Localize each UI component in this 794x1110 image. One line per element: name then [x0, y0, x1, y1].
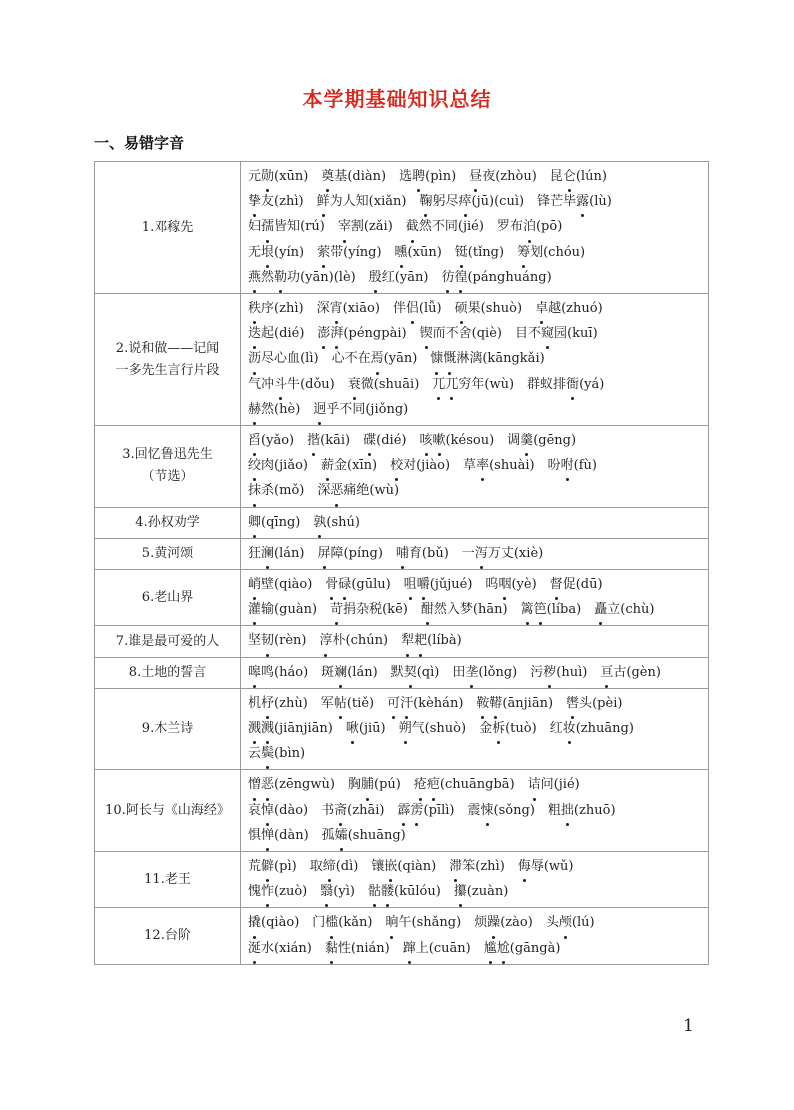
lesson-title: 6.老山界 — [141, 589, 194, 605]
vocab-word: 截然不同(jié) — [406, 219, 484, 234]
vocab-word: 书斋(zhāi) — [321, 803, 384, 818]
word-list-cell — [241, 426, 709, 508]
vocab-word: 迥乎不同(jiǒng) — [313, 402, 408, 417]
vocab-word: 金柝(tuò) — [479, 721, 537, 736]
vocab-word: 骷髅(kūlóu) — [368, 884, 441, 899]
lesson-title: 8.土地的誓言 — [128, 664, 207, 680]
lesson-title: 12.台阶 — [144, 928, 191, 944]
vocab-word: 气冲斗牛(dǒu) — [248, 377, 335, 392]
vocab-word: 默契(qì) — [391, 665, 440, 680]
vocab-word: 孤孀(shuāng) — [322, 828, 406, 843]
vocab-word: 孰(shú) — [313, 515, 360, 530]
vocab-word: 深恶痛绝(wù) — [317, 483, 399, 498]
word-line — [248, 541, 708, 566]
vocab-word: 撬(qiào) — [248, 915, 299, 930]
lesson-title-cell — [95, 852, 241, 908]
word-line — [248, 478, 708, 503]
vocab-word: 机杼(zhù) — [248, 696, 308, 711]
word-list-cell — [241, 538, 709, 569]
word-line — [248, 741, 708, 766]
vocab-word: 绞肉(jiǎo) — [248, 458, 308, 473]
table-row — [95, 908, 709, 964]
vocab-word: 镶嵌(qiàn) — [371, 859, 436, 874]
table-row — [95, 570, 709, 626]
word-list-cell — [241, 162, 709, 294]
vocab-word: 哀悼(dào) — [248, 803, 308, 818]
table-row — [95, 852, 709, 908]
vocab-word: 嗥鸣(háo) — [248, 665, 308, 680]
word-line — [248, 346, 708, 371]
vocab-word: 攥(zuàn) — [454, 884, 509, 899]
word-list-cell — [241, 908, 709, 964]
vocab-word: 朔气(shuò) — [399, 721, 466, 736]
pronunciation-table — [94, 161, 709, 965]
vocab-word: 憎恶(zēngwù) — [248, 777, 335, 792]
vocab-word: 督促(dū) — [550, 577, 603, 592]
table-row — [95, 770, 709, 852]
vocab-word: 咳嗽(késou) — [420, 433, 495, 448]
lesson-title: 1.邓稼先 — [141, 219, 194, 235]
vocab-word: 侮辱(wǔ) — [518, 859, 574, 874]
table-row — [95, 507, 709, 538]
vocab-word: 亘古(gèn) — [600, 665, 661, 680]
word-line — [248, 879, 708, 904]
vocab-word: 头颅(lú) — [546, 915, 595, 930]
word-line — [248, 397, 708, 422]
vocab-word: 军帖(tiě) — [321, 696, 374, 711]
vocab-word: 抹杀(mǒ) — [248, 483, 304, 498]
lesson-title-cell — [95, 426, 241, 508]
word-line — [248, 628, 708, 653]
word-line — [248, 372, 708, 397]
lesson-title-cell — [95, 507, 241, 538]
vocab-word: 薪金(xīn) — [321, 458, 377, 473]
vocab-word: 晌午(shǎng) — [385, 915, 461, 930]
word-line — [248, 823, 708, 848]
vocab-word: 鞠躬尽瘁(jū)(cuì) — [419, 194, 524, 209]
vocab-word: 震悚(sǒng) — [468, 803, 535, 818]
vocab-word: 呜咽(yè) — [485, 577, 536, 592]
vocab-word: 溅溅(jiānjiān) — [248, 721, 333, 736]
vocab-word: 黏性(nián) — [325, 941, 390, 956]
table-row — [95, 162, 709, 294]
vocab-word: 奠基(diàn) — [321, 169, 386, 184]
vocab-word: 苛捐杂税(kē) — [330, 602, 408, 617]
vocab-word: 揩(kāi) — [307, 433, 350, 448]
word-list-cell — [241, 570, 709, 626]
vocab-word: 酣然入梦(hān) — [421, 602, 508, 617]
lesson-title-cell — [95, 770, 241, 852]
word-line — [248, 660, 708, 685]
word-line — [248, 597, 708, 622]
lesson-title: 10.阿长与《山海经》 — [105, 802, 230, 818]
vocab-word: 鞍鞯(ānjiān) — [476, 696, 553, 711]
vocab-word: 荒僻(pì) — [248, 859, 297, 874]
table-row — [95, 426, 709, 508]
vocab-word: 兀兀穷年(wù) — [432, 377, 514, 392]
word-list-cell — [241, 626, 709, 657]
vocab-word: 妇孺皆知(rú) — [248, 219, 325, 234]
vocab-word: 校对(jiào) — [390, 458, 450, 473]
vocab-word: 哺育(bǔ) — [396, 546, 449, 561]
vocab-word: 萦带(yíng) — [317, 245, 381, 260]
vocab-word: 咀嚼(jǔjué) — [404, 577, 473, 592]
word-list-cell — [241, 507, 709, 538]
word-line — [248, 214, 708, 239]
table-row — [95, 657, 709, 688]
lesson-title: 4.孙权劝学 — [135, 514, 200, 530]
vocab-word: 锋芒毕露(lù) — [537, 194, 612, 209]
vocab-word: 啾(jiū) — [346, 721, 386, 736]
lesson-title-cell — [95, 626, 241, 657]
vocab-word: 衰微(shuāi) — [348, 377, 420, 392]
vocab-word: 尴尬(gāngà) — [484, 941, 561, 956]
vocab-word: 卿(qīng) — [248, 515, 300, 530]
word-line — [248, 321, 708, 346]
vocab-word: 愧怍(zuò) — [248, 884, 307, 899]
vocab-word: 灌输(guàn) — [248, 602, 317, 617]
vocab-word: 骨碌(gūlu) — [325, 577, 390, 592]
vocab-word: 罗布泊(pō) — [497, 219, 562, 234]
vocab-word: 元勋(xūn) — [248, 169, 308, 184]
vocab-word: 迭起(dié) — [248, 326, 304, 341]
word-line — [248, 910, 708, 935]
word-list-cell — [241, 852, 709, 908]
vocab-word: 曛(xūn) — [395, 245, 442, 260]
vocab-word: 澎湃(péngpài) — [317, 326, 406, 341]
page-title: 本学期基础知识总结 — [302, 87, 492, 111]
vocab-word: 翳(yì) — [320, 884, 355, 899]
word-line — [248, 189, 708, 214]
table-row — [95, 688, 709, 770]
vocab-word: 深宵(xiāo) — [317, 301, 380, 316]
vocab-word: 狂澜(lán) — [248, 546, 305, 561]
vocab-word: 宰割(zǎi) — [338, 219, 393, 234]
lesson-title-cell — [95, 538, 241, 569]
word-line — [248, 164, 708, 189]
word-line — [248, 772, 708, 797]
vocab-word: 田垄(lǒng) — [452, 665, 517, 680]
vocab-word: 一泻万丈(xiè) — [462, 546, 543, 561]
vocab-word: 滞笨(zhì) — [449, 859, 505, 874]
word-list-cell — [241, 770, 709, 852]
vocab-word: 矗立(chù) — [594, 602, 654, 617]
lesson-title-cell — [95, 162, 241, 294]
word-line — [248, 798, 708, 823]
vocab-word: 红妆(zhuāng) — [550, 721, 634, 736]
word-line — [248, 453, 708, 478]
vocab-word: 碟(dié) — [363, 433, 406, 448]
lesson-title: 一多先生言行片段 — [115, 362, 220, 378]
vocab-word: 目不窥园(kuī) — [515, 326, 598, 341]
section-heading: 一、易错字音 — [94, 134, 185, 152]
vocab-word: 霹雳(pīlì) — [397, 803, 454, 818]
word-line — [248, 296, 708, 321]
vocab-word: 筹划(chóu) — [517, 245, 585, 260]
word-list-cell — [241, 688, 709, 770]
vocab-word: 慷慨淋漓(kāngkǎi) — [430, 351, 544, 366]
vocab-word: 胸脯(pú) — [348, 777, 401, 792]
vocab-word: 斑斓(lán) — [321, 665, 378, 680]
vocab-word: 涎水(xián) — [248, 941, 312, 956]
vocab-word: 沥尽心血(lì) — [248, 351, 319, 366]
word-line — [248, 428, 708, 453]
vocab-word: 可汗(kèhán) — [387, 696, 463, 711]
vocab-word: 秩序(zhì) — [248, 301, 304, 316]
lesson-title-cell — [95, 657, 241, 688]
vocab-word: 峭壁(qiào) — [248, 577, 312, 592]
vocab-word: 调羹(gēng) — [507, 433, 576, 448]
vocab-word: 污秽(huì) — [530, 665, 587, 680]
lesson-title: 7.谁是最可爱的人 — [115, 633, 220, 649]
vocab-word: 舀(yǎo) — [248, 433, 294, 448]
word-line — [248, 240, 708, 265]
page-number: 1 — [683, 1016, 694, 1036]
vocab-word: 鲜为人知(xiǎn) — [317, 194, 407, 209]
vocab-word: 挚友(zhì) — [248, 194, 304, 209]
lesson-title: 5.黄河颂 — [141, 545, 194, 561]
vocab-word: 殷红(yān) — [369, 270, 429, 285]
word-line — [248, 510, 708, 535]
table-row — [95, 538, 709, 569]
word-line — [248, 265, 708, 290]
vocab-word: 取缔(dì) — [310, 859, 359, 874]
vocab-word: 草率(shuài) — [463, 458, 535, 473]
lesson-title-cell — [95, 294, 241, 426]
lesson-title: 9.木兰诗 — [141, 721, 194, 737]
vocab-word: 屏障(píng) — [318, 546, 383, 561]
word-list-cell — [241, 657, 709, 688]
vocab-word: 燕然勒功(yān)(lè) — [248, 270, 356, 285]
word-line — [248, 854, 708, 879]
table-row — [95, 294, 709, 426]
lesson-title-cell — [95, 908, 241, 964]
vocab-word: 赫然(hè) — [248, 402, 300, 417]
vocab-word: 烦躁(zào) — [474, 915, 533, 930]
vocab-word: 坚韧(rèn) — [248, 633, 306, 648]
table-row — [95, 626, 709, 657]
vocab-word: 疮疤(chuāngbā) — [414, 777, 515, 792]
word-line — [248, 572, 708, 597]
vocab-word: 无垠(yín) — [248, 245, 304, 260]
vocab-word: 门槛(kǎn) — [312, 915, 372, 930]
vocab-word: 硕果(shuò) — [455, 301, 522, 316]
vocab-word: 诘问(jié) — [528, 777, 580, 792]
vocab-word: 铤(tǐng) — [455, 245, 504, 260]
lesson-title-cell — [95, 570, 241, 626]
vocab-word: 昼夜(zhòu) — [469, 169, 537, 184]
vocab-word: 心不在焉(yān) — [332, 351, 418, 366]
vocab-word: 群蚁排衙(yá) — [527, 377, 604, 392]
vocab-word: 篱笆(líba) — [521, 602, 582, 617]
vocab-word: 吩咐(fù) — [548, 458, 597, 473]
lesson-title: 2.说和做——记闻 — [115, 340, 220, 356]
vocab-word: 辔头(pèi) — [566, 696, 622, 711]
lesson-title: 11.老王 — [144, 871, 191, 887]
vocab-word: 犁耙(líbà) — [401, 633, 462, 648]
word-line — [248, 936, 708, 961]
vocab-word: 蹿上(cuān) — [403, 941, 471, 956]
vocab-word: 昆仑(lún) — [550, 169, 607, 184]
vocab-word: 云鬓(bìn) — [248, 746, 305, 761]
vocab-word: 锲而不舍(qiè) — [420, 326, 502, 341]
vocab-word: 粗拙(zhuō) — [548, 803, 616, 818]
word-line — [248, 691, 708, 716]
vocab-word: 卓越(zhuó) — [535, 301, 603, 316]
word-line — [248, 716, 708, 741]
vocab-word: 惧惮(dàn) — [248, 828, 309, 843]
lesson-title: （节选） — [141, 469, 194, 485]
lesson-title-cell — [95, 688, 241, 770]
vocab-word: 淳朴(chún) — [319, 633, 388, 648]
vocab-word: 伴侣(lǚ) — [393, 301, 442, 316]
vocab-word: 选聘(pìn) — [399, 169, 456, 184]
vocab-word: 彷徨(pánghuáng) — [441, 270, 551, 285]
lesson-title: 3.回忆鲁迅先生 — [122, 447, 213, 463]
pronunciation-table-body — [95, 162, 709, 965]
word-list-cell — [241, 294, 709, 426]
